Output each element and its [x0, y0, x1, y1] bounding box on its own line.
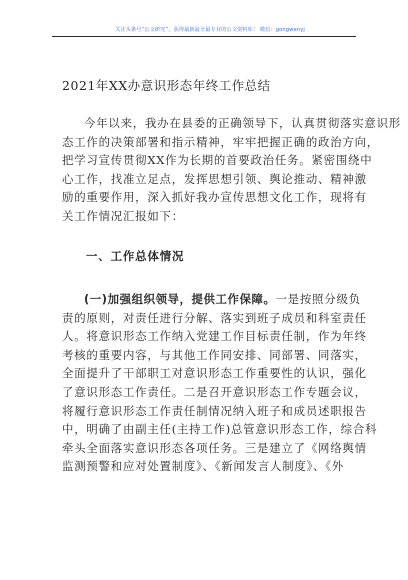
intro-line: 把学习宣传贯彻XX作为长期的首要政治任务。紧密围绕中	[62, 153, 373, 168]
section-line: 全面提升了干部职工对意识形态工作重要性的认识，强化	[62, 366, 367, 381]
section-line: 人。将意识形态工作纳入党建工作目标责任制，作为年终	[62, 329, 367, 344]
intro-line: 关工作情况汇报如下：	[62, 208, 184, 223]
section-lead-rest: 一是按照分级负	[275, 292, 361, 306]
intro-line: 态工作的决策部署和指示精神，牢牢把握正确的政治方向，	[62, 134, 379, 149]
section-line: 中，明确了由副主任(主持工作)总管意识形态工作，综合科	[62, 422, 378, 437]
section-line: 责的原则，对责任进行分解、落实到班子成员和科室责任	[62, 310, 367, 325]
section-first-line	[62, 290, 361, 309]
intro-line: 心工作，找准立足点，发挥思想引领、舆论推动、精神激	[62, 171, 367, 186]
document-title: 2021年XX办意识形态年终工作总结	[62, 78, 271, 93]
section-line: 牵头全面落实意识形态各项任务。三是建立了《网络舆情	[62, 440, 367, 455]
header-banner: 关注头条号“公文研究”，获得最新最全最专业的公文资料库！ 微信：gongwenyj	[115, 27, 305, 33]
section-line: 了意识形态工作责任。二是召开意识形态工作专题会议，	[62, 384, 367, 399]
section-paragraph	[62, 290, 378, 476]
intro-paragraph	[62, 114, 401, 226]
intro-line: 今年以来，我办在县委的正确领导下，认真贯彻落实意识形	[84, 116, 401, 130]
section-line: 考核的重要内容，与其他工作同安排、同部署、同落实，	[62, 347, 367, 362]
section-heading: 一、工作总体情况	[86, 249, 185, 263]
section-line: 监测预警和应对处置制度》、《新闻发言人制度》、《外	[62, 459, 344, 474]
section-line: 将履行意识形态工作责任制情况纳入班子和成员述职报告	[62, 403, 367, 418]
intro-line: 励的重要作用，深入抓好我办宣传思想文化工作，现将有	[62, 190, 367, 205]
header-divider	[52, 36, 356, 37]
section-lead-bold: (一)加强组织领导，提供工作保障。	[84, 292, 276, 306]
